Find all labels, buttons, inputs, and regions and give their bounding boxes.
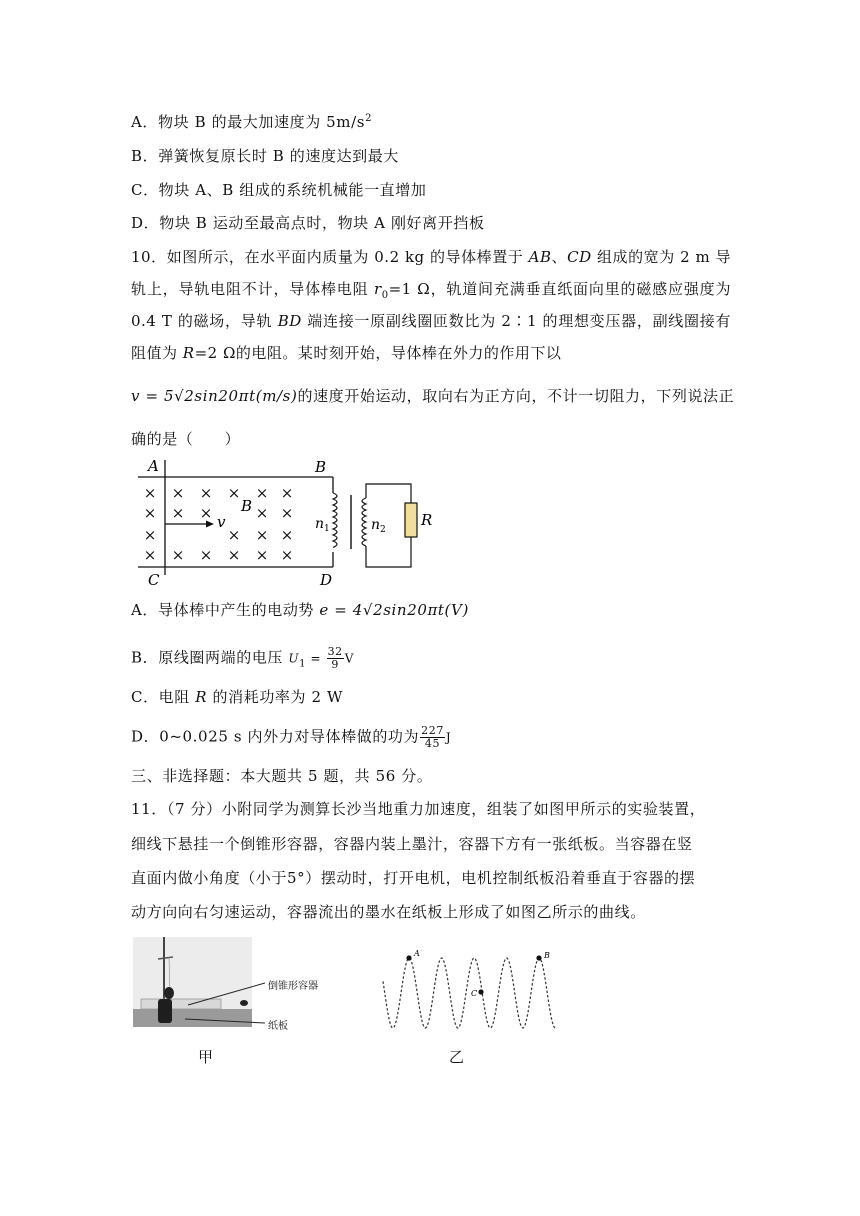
q11-line2: 细线下悬挂一个倒锥形容器，容器内装上墨汁，容器下方有一张纸板。当容器在竖	[131, 835, 693, 853]
field-cross: ×	[143, 546, 157, 564]
fraction-32-9: $\frac{32}{9}$	[327, 645, 343, 671]
caption-yi: 乙	[449, 1048, 465, 1066]
q10-option-a: A．导体棒中产生的电动势 e = 4√2sin20πt(V)	[131, 601, 469, 619]
point-C	[478, 989, 483, 994]
secondary-coil	[362, 498, 366, 546]
caption-jia: 甲	[198, 1048, 214, 1066]
field-cross: ×	[280, 504, 294, 522]
field-cross: ×	[255, 546, 269, 564]
field-cross: ×	[171, 484, 185, 502]
field-cross: ×	[227, 526, 241, 544]
q9-option-d: D．物块 B 运动至最高点时，物块 A 刚好离开挡板	[131, 214, 485, 232]
label-point-A: A	[414, 949, 420, 958]
label-D: D	[320, 571, 333, 589]
q11-line4: 动方向向右匀速运动，容器流出的墨水在纸板上形成了如图乙所示的曲线。	[131, 903, 646, 921]
q9-option-a: A．物块 B 的最大加速度为 $5m/s^2$	[131, 113, 373, 131]
label-point-B: B	[544, 951, 550, 960]
photo-pointer-lines	[180, 975, 270, 1025]
field-cross: ×	[143, 504, 157, 522]
field-cross: ×	[255, 484, 269, 502]
section-heading: 三、非选择题：本大题共 5 题，共 56 分。	[131, 767, 433, 785]
point-A	[406, 955, 411, 960]
label-n2: $n_2$	[371, 517, 386, 535]
velocity-formula: v = 5√2sin20πt(m/s)	[131, 387, 298, 405]
label-A: A	[148, 457, 159, 475]
field-cross: ×	[199, 484, 213, 502]
q9-option-c: C．物块 A、B 组成的系统机械能一直增加	[131, 181, 427, 199]
label-B-field: B	[241, 497, 253, 515]
field-cross: ×	[143, 484, 157, 502]
field-cross: ×	[143, 526, 157, 544]
primary-coil	[333, 493, 337, 548]
label-n1: $n_1$	[315, 516, 330, 534]
field-cross: ×	[227, 546, 241, 564]
field-cross: ×	[171, 504, 185, 522]
q10-velocity-line: v = 5√2sin20πt(m/s)的速度开始运动，取向右为正方向，不计一切阻力，下列说法正	[131, 387, 735, 405]
q11-line3: 直面内做小角度（小于5°）摆动时，打开电机，电机控制纸板沿着垂直于容器的摆	[131, 869, 696, 887]
q10-question: 确的是（ ）	[131, 430, 241, 448]
field-cross: ×	[227, 484, 241, 502]
ink-trace-figure	[380, 945, 560, 1035]
point-B	[536, 955, 541, 960]
resistor	[405, 503, 417, 537]
field-cross: ×	[199, 546, 213, 564]
label-point-C: C	[471, 989, 478, 998]
q10-stem: 10．如图所示，在水平面内质量为 0.2 kg 的导体棒置于 AB、CD 组成的宽为 2 m 导轨上，导轨电阻不计，导体棒电阻 $r_0=1$ Ω，轨道间充满垂直纸面向里的磁感应强度为 0.4 T 的磁场，导轨 BD 端连接一原副线圈匝数比为 2∶1 的理想变压器，副线圈接有阻值为 R=2 Ω的电阻。某时刻开始，导体棒在外力的作用下以	[131, 248, 731, 362]
field-cross: ×	[255, 526, 269, 544]
label-container: 倒锥形容器	[268, 981, 318, 992]
q10-option-b: B．原线圈两端的电压 $U_1$ = $\frac{32}{9}$ V	[131, 645, 355, 671]
q9-option-b: B．弹簧恢复原长时 B 的速度达到最大	[131, 147, 399, 165]
q11-line1: 11．（7 分）小附同学为测算长沙当地重力加速度，组装了如图甲所示的实验装置，	[131, 800, 706, 818]
label-B: B	[315, 458, 327, 476]
field-cross: ×	[280, 526, 294, 544]
q10-option-d: D．0~0.025 s 内外力对导体棒做的功为 $\frac{227}{45}$ J	[131, 724, 452, 750]
q10-option-c: C．电阻 R 的消耗功率为 2 W	[131, 688, 344, 706]
label-v: v	[217, 513, 226, 531]
circuit-figure	[128, 455, 448, 590]
ink-trace-curve	[383, 958, 555, 1028]
fraction-227-45: $\frac{227}{45}$	[421, 724, 444, 750]
field-cross: ×	[280, 484, 294, 502]
field-cross: ×	[280, 546, 294, 564]
field-cross: ×	[199, 504, 213, 522]
label-C: C	[148, 571, 160, 589]
label-R: R	[421, 511, 433, 529]
field-cross: ×	[171, 546, 185, 564]
label-board: 纸板	[268, 1021, 288, 1032]
field-cross: ×	[255, 504, 269, 522]
